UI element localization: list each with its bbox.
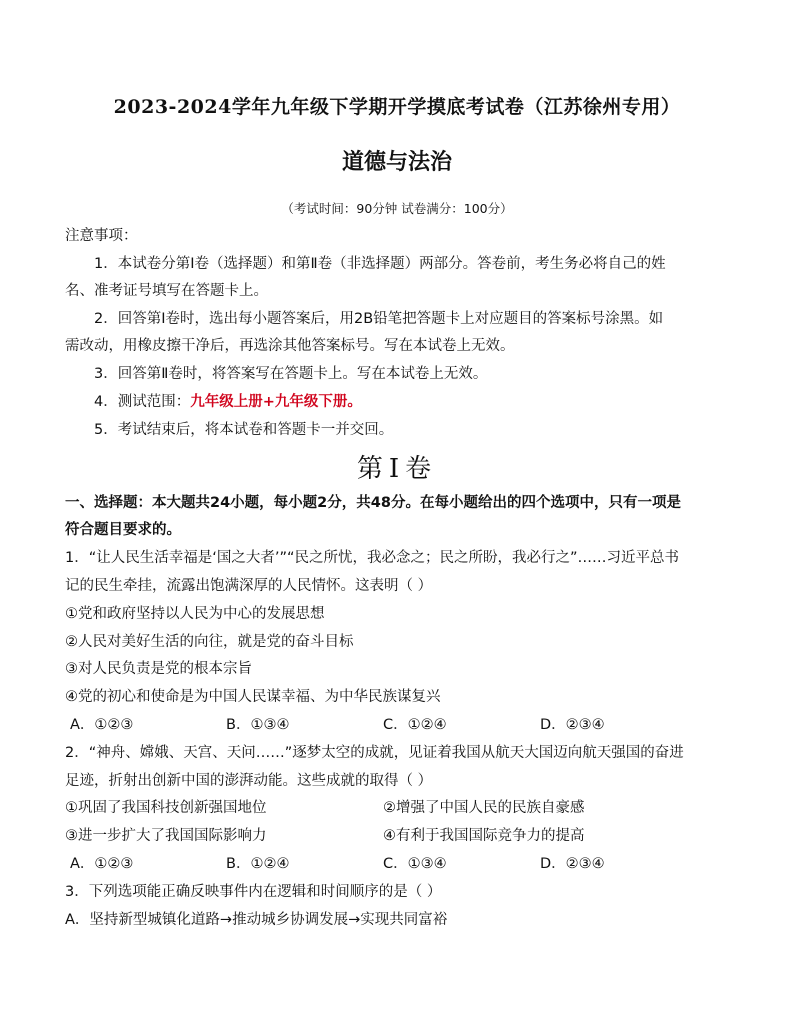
q2-option-b: B．①②④ — [226, 856, 290, 872]
q2-stem-line-1: 2．“神舟、嫦娥、天宫、天问……”逐梦太空的成就，见证着我国从航天大国迈向航天强国的奋进 — [65, 745, 684, 761]
test-range: 九年级上册+九年级下册 — [190, 394, 348, 410]
note-4-prefix: 4．测试范围： — [94, 394, 191, 410]
q1-stem-line-2: 记的民生牵挂，流露出饱满深厚的人民情怀。这表明（ ） — [65, 578, 433, 594]
note-2-line-2: 需改动，用橡皮擦干净后，再选涂其他答案标号。写在本试卷上无效。 — [65, 338, 515, 354]
q2-statement-1: ①巩固了我国科技创新强国地位 — [65, 800, 267, 816]
q2-stem-line-2: 足迹，折射出创新中国的澎湃动能。这些成就的取得（ ） — [65, 773, 433, 789]
note-1-line-1: 1．本试卷分第Ⅰ卷（选择题）和第Ⅱ卷（非选择题）两部分。答卷前，考生务必将自己的姓 — [94, 256, 666, 272]
note-4 — [94, 392, 362, 412]
q2-option-c: C．①③④ — [383, 856, 447, 872]
q1-statement-3: ③对人民负责是党的根本宗旨 — [65, 661, 252, 677]
note-1-line-2: 名、准考证号填写在答题卡上。 — [65, 283, 268, 299]
q2-option-a: A．①②③ — [70, 856, 134, 872]
q1-stem-line-1: 1．“让人民生活幸福是‘国之大者’”“民之所忧，我必念之；民之所盼，我必行之”……习近平总书 — [65, 550, 679, 566]
q2-statement-4: ④有利于我国国际竞争力的提高 — [383, 828, 585, 844]
notes-heading: 注意事项： — [65, 228, 138, 244]
q1-option-a: A．①②③ — [70, 717, 134, 733]
q2-statement-2: ②增强了中国人民的民族自豪感 — [383, 800, 585, 816]
q1-statement-1: ①党和政府坚持以人民为中心的发展思想 — [65, 606, 325, 622]
note-3: 3．回答第Ⅱ卷时，将答案写在答题卡上。写在本试卷上无效。 — [94, 366, 488, 382]
volume-title: 第Ⅰ卷 — [356, 454, 438, 484]
q1-statement-2: ②人民对美好生活的向往，就是党的奋斗目标 — [65, 634, 354, 650]
q1-option-d: D．②③④ — [540, 717, 605, 733]
q2-statement-3: ③进一步扩大了我国国际影响力 — [65, 828, 267, 844]
q2-option-d: D．②③④ — [540, 856, 605, 872]
q3-stem: 3．下列选项能正确反映事件内在逻辑和时间顺序的是（ ） — [65, 884, 442, 900]
subject-title: 道德与法治 — [341, 150, 452, 175]
q1-statement-4: ④党的初心和使命是为中国人民谋幸福、为中华民族谋复兴 — [65, 689, 441, 705]
q3-option-a: A．坚持新型城镇化道路→推动城乡协调发展→实现共同富裕 — [65, 912, 448, 928]
note-5: 5．考试结束后，将本试卷和答题卡一并交回。 — [94, 422, 394, 438]
note-2-line-1: 2．回答第Ⅰ卷时，选出每小题答案后，用2B铅笔把答题卡上对应题目的答案标号涂黑。如 — [94, 311, 664, 327]
exam-info: （考试时间：90分钟 试卷满分：100分） — [281, 201, 513, 216]
q1-option-c: C．①②④ — [383, 717, 447, 733]
exam-title: 2023-2024学年九年级下学期开学摸底考试卷（江苏徐州专用） — [113, 96, 681, 118]
section-1-line-2: 符合题目要求的。 — [65, 522, 181, 538]
note-4-suffix: 。 — [347, 394, 362, 410]
q1-option-b: B．①③④ — [226, 717, 290, 733]
section-1-line-1: 一、选择题：本大题共24小题，每小题2分，共48分。在每小题给出的四个选项中，只有一项是 — [65, 495, 681, 511]
